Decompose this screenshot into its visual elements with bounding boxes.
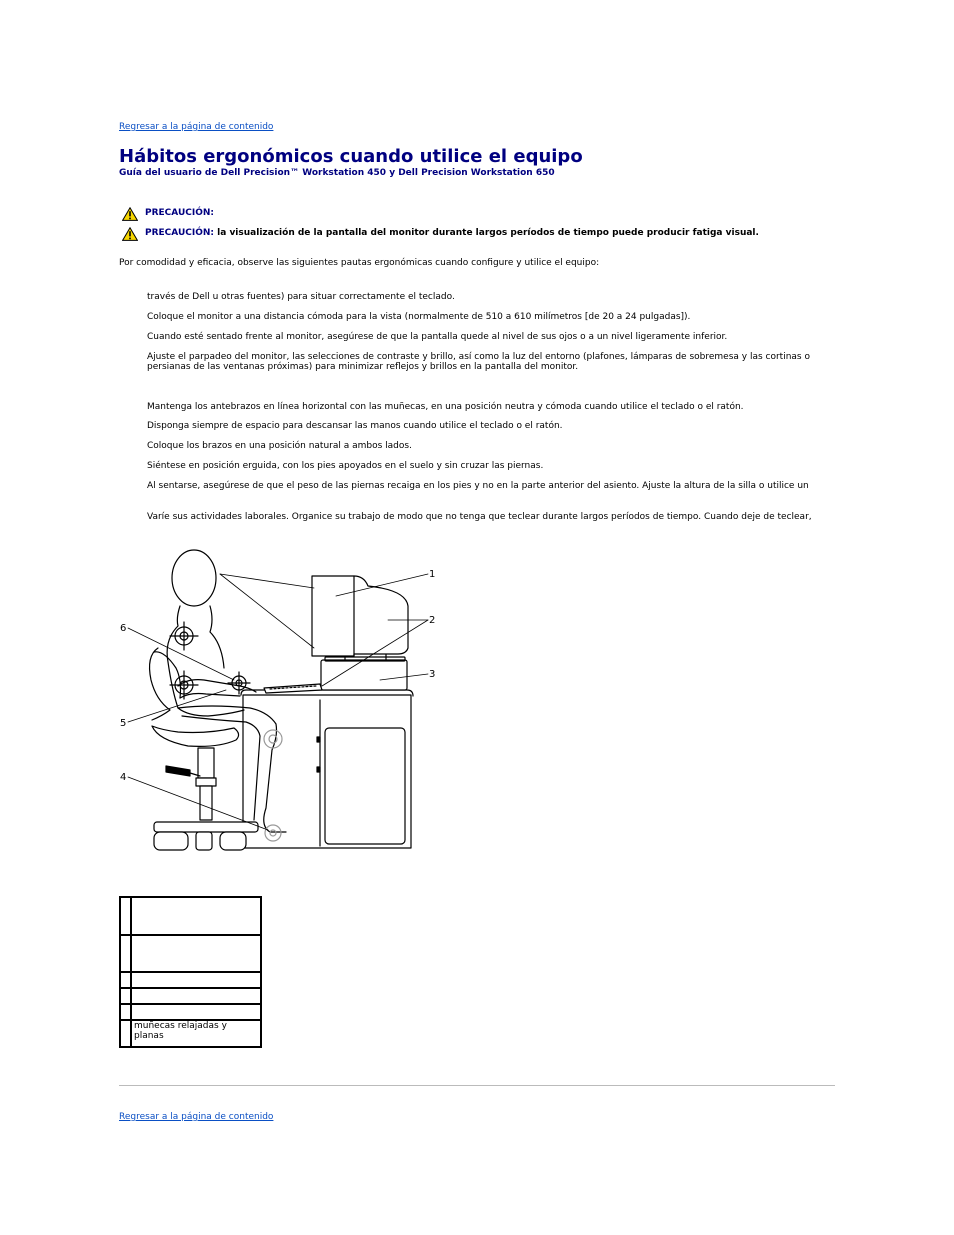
callout-description-cell xyxy=(131,935,261,972)
warning-triangle-icon xyxy=(122,207,138,221)
ergonomic-posture-illustration xyxy=(118,540,438,855)
callout-number-cell xyxy=(120,972,131,988)
guideline-item: Coloque el monitor a una distancia cómoda para la vista (normalmente de 510 a 610 milímetros [de 20 a 24 pulgadas]). xyxy=(147,312,691,322)
table-row xyxy=(120,972,261,988)
guideline-item: Al sentarse, asegúrese de que el peso de las piernas recaiga en los pies y no en la parte anterior del asiento. Ajuste la altura de la silla o utilice un xyxy=(147,481,809,491)
callout-number: 5 xyxy=(120,718,127,729)
guideline-item: Mantenga los antebrazos en línea horizontal con las muñecas, en una posición neutra y cómoda cuando utilice el teclado o el ratón. xyxy=(147,402,744,412)
callout-number: 1 xyxy=(429,569,436,580)
callout-number-cell xyxy=(120,935,131,972)
intro-paragraph: Por comodidad y eficacia, observe las siguientes pautas ergonómicas cuando configure y utilice el equipo: xyxy=(119,258,600,268)
guideline-item: Disponga siempre de espacio para descansar las manos cuando utilice el teclado o el ratón. xyxy=(147,421,563,431)
back-to-contents-link-bottom[interactable]: Regresar a la página de contenido xyxy=(119,1112,274,1122)
callout-description-cell xyxy=(131,972,261,988)
table-row xyxy=(120,1020,261,1047)
callout-number-cell xyxy=(120,1004,131,1020)
page-title: Hábitos ergonómicos cuando utilice el equipo xyxy=(119,146,583,167)
caution-label: PRECAUCIÓN: xyxy=(145,228,215,238)
caution-label: PRECAUCIÓN: xyxy=(145,208,215,218)
guideline-item: través de Dell u otras fuentes) para situar correctamente el teclado. xyxy=(147,292,455,302)
warning-triangle-icon xyxy=(122,227,138,241)
callout-description-cell: muñecas relajadas y planas xyxy=(131,1020,261,1047)
guideline-item: Ajuste el parpadeo del monitor, las selecciones de contraste y brillo, así como la luz del entorno (plafones, lámparas de sobremesa y las cortinas o persianas de las ventanas próximas) para minimizar reflejos y brillos en la pantalla del monitor. xyxy=(147,352,810,372)
table-row xyxy=(120,935,261,972)
guideline-item: Siéntese en posición erguida, con los pies apoyados en el suelo y sin cruzar las piernas. xyxy=(147,461,544,471)
callout-number: 4 xyxy=(120,772,127,783)
callout-number-cell xyxy=(120,988,131,1004)
callout-description-cell xyxy=(131,988,261,1004)
guideline-item: Varíe sus actividades laborales. Organice su trabajo de modo que no tenga que teclear durante largos períodos de tiempo. Cuando deje de teclear, xyxy=(147,512,812,522)
callout-description-cell xyxy=(131,1004,261,1020)
callout-description-cell xyxy=(131,897,261,935)
table-row xyxy=(120,988,261,1004)
page-subtitle: Guía del usuario de Dell Precision™ Workstation 450 y Dell Precision Workstation 650 xyxy=(119,168,555,178)
callout-number-cell xyxy=(120,1020,131,1047)
callout-number: 6 xyxy=(120,623,127,634)
back-to-contents-link-top[interactable]: Regresar a la página de contenido xyxy=(119,122,274,132)
caution-text: la visualización de la pantalla del monitor durante largos períodos de tiempo puede producir fatiga visual. xyxy=(214,228,759,238)
guideline-item: Cuando esté sentado frente al monitor, asegúrese de que la pantalla quede al nivel de sus ojos o a un nivel ligeramente inferior. xyxy=(147,332,728,342)
table-row xyxy=(120,897,261,935)
callout-number: 2 xyxy=(429,615,436,626)
callout-legend-table xyxy=(119,896,262,1048)
guideline-item: Coloque los brazos en una posición natural a ambos lados. xyxy=(147,441,412,451)
callout-number-cell xyxy=(120,897,131,935)
footer-divider xyxy=(119,1085,835,1086)
callout-number: 3 xyxy=(429,669,436,680)
table-row xyxy=(120,1004,261,1020)
